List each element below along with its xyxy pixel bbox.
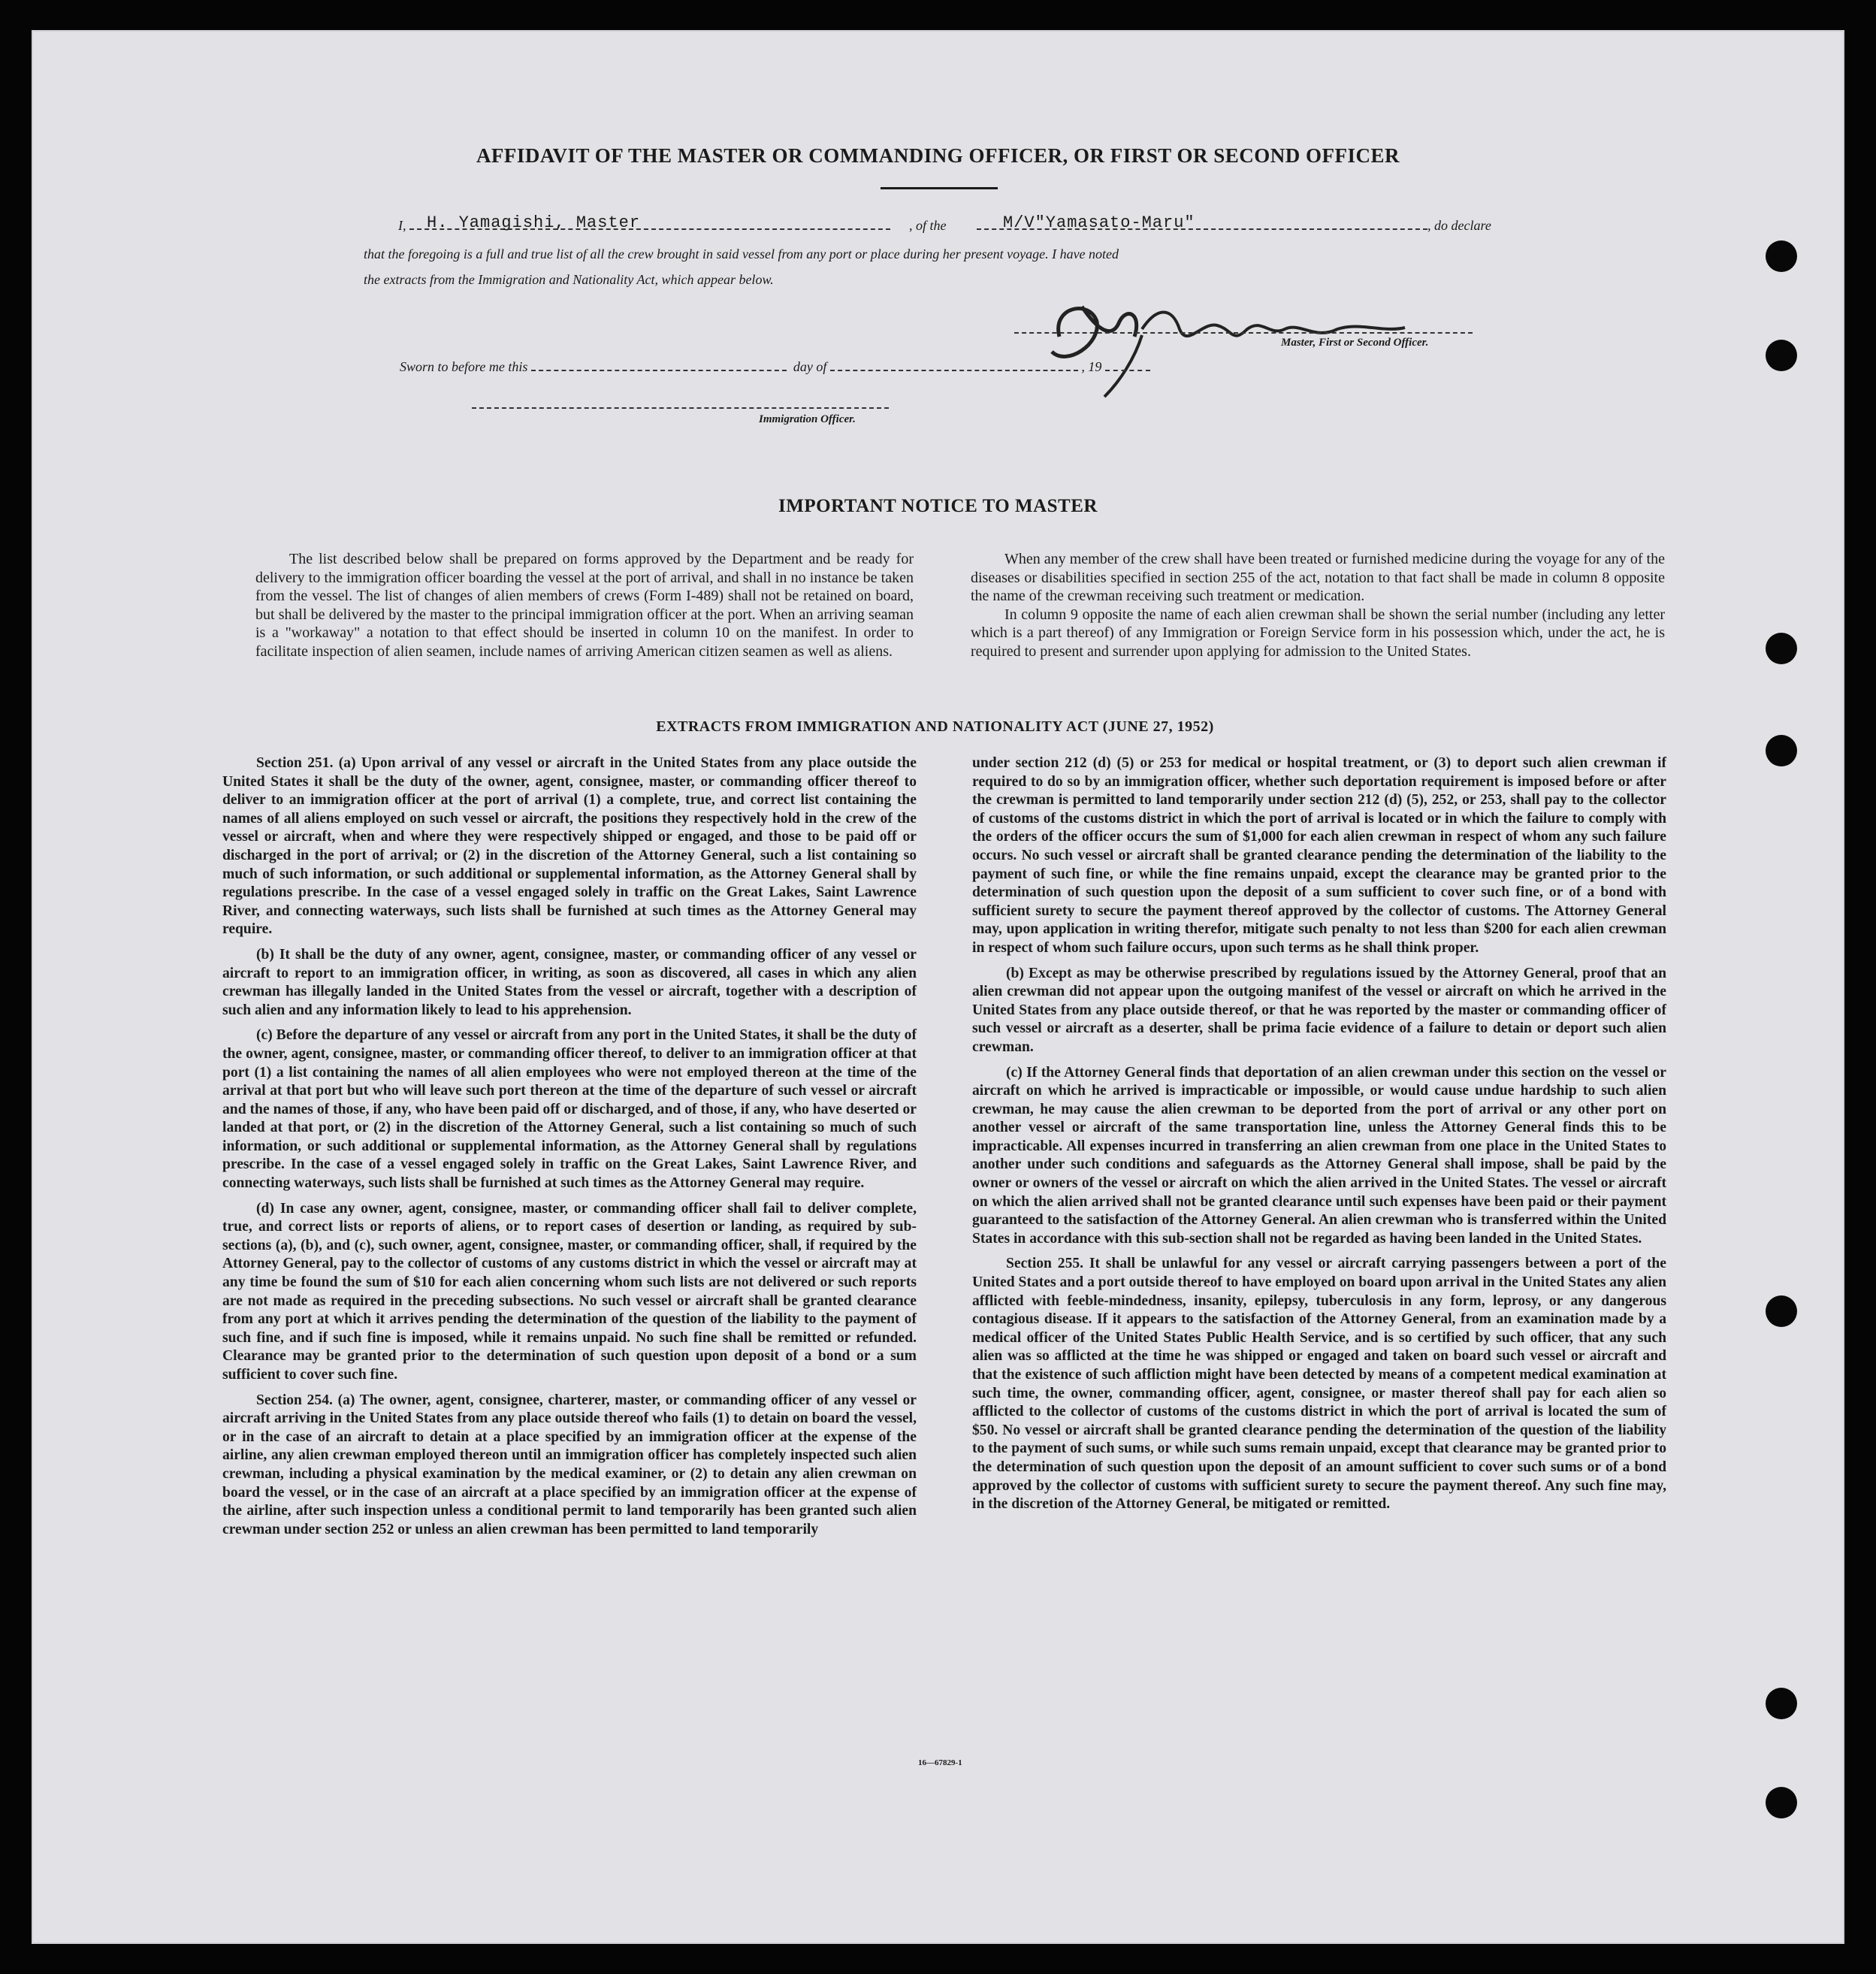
section-251-d: (d) In case any owner, agent, consignee, master, or commanding officer shall fail to deliver complete, true, and correct lists or reports of aliens, or to report cases of desertion or landing, as required by sub-sections (a), (b), and (c), such owner, agent, consignee, master, or commanding officer, shall, if required by the Attorney General, pay to the collector of customs of any customs district in which the vessel or aircraft may at any time be found the sum of $10 for each alien concerning whom such lists are not delivered or such reports are not made as required in the preceding subsections. No such vessel or aircraft shall be granted clearance from any port at which it arrives pending the determination of the question of the liability to the payment of such fine, and if such fine is imposed, while it remains unpaid. No such fine shall be remitted or refunded. Clearance may be granted prior to the determination of such question upon deposit of a bond or a sum sufficient to cover such fine. [222,1200,917,1383]
sworn-line [400,359,1150,375]
extracts-left-column [222,754,917,1546]
signature-caption: Master, First or Second Officer. [1281,337,1429,349]
declaration-line-3: the extracts from the Immigration and Nationality Act, which appear below. [364,272,774,287]
extracts-right-column [972,754,1666,1521]
form-code: 16—67829-1 [918,1758,962,1767]
section-254-c: (c) If the Attorney General finds that deportation of an alien crewman under this section on the vessel or aircraft on which he arrived is impracticable or impossible, or would cause undue hardship to such alien crewman, he may cause the alien crewman to be deported from the port of arrival or any other port on another vessel or aircraft of the same transportation line, unless the Attorney General finds this to be impracticable. All expenses incurred in transferring an alien crewman from one place in the United States to another under such conditions and safeguards as the Attorney General shall impose, shall be paid by the owner or owners of the vessel or aircraft on which the alien arrived in the United States. The vessel or aircraft on which the alien arrived shall not be granted clearance until such expenses have been paid or their payment guaranteed to the satisfaction of the Attorney General. An alien crewman who is transferred within the United States in accordance with this sub-section shall not be regarded as having been landed in the United States. [972,1064,1666,1247]
section-254-a: Section 254. (a) The owner, agent, consignee, charterer, master, or commanding officer of any vessel or aircraft arriving in the United States from any place outside thereof who fails (1) to detain on board the vessel, or in the case of an aircraft to detain at a place specified by an immigration officer at the expense of the airline, any alien crewman employed thereon until an immigration officer has completely inspected such alien crewman, including a physical examination by the medical examiner, or (2) to detain any alien crewman on board the vessel, or in the case of an aircraft at a place specified by an immigration officer at the expense of the airline, after such inspection unless a conditional permit to land temporarily has been granted such alien crewman under section 252 or unless an alien crewman has been permitted to land temporarily [222,1392,917,1537]
vessel-name-typed: M/V"Yamasato-Maru" [1003,213,1195,232]
sworn-label: Sworn to before me this [400,359,528,374]
officer-caption: Immigration Officer. [759,413,856,425]
binder-hole [1766,1295,1797,1327]
year-label: , 19 [1081,359,1102,374]
section-254-a-continued: under section 212 (d) (5) or 253 for medical or hospital treatment, or (3) to deport such alien crewman if required to do so by an immigration officer, whether such deportation requirement is imposed before or after the crewman is permitted to land temporarily under section 212 (d) (5), 252, or 253, shall pay to the collector of customs of the customs district in which the port of arrival is located or in which the failure to comply with the orders of the officer occurs the sum of $1,000 for each alien crewman in respect of whom any such failure occurs. No such vessel or aircraft shall be granted clearance pending the determination of the liability to the payment of such fine, or while the fine remains unpaid, except the clearance may be granted prior to the determination of such question upon the deposit of a sum sufficient to cover such fine, or of a bond with sufficient surety to secure the payment thereof approved by the collector of customs. The Attorney General may, upon application in writing therefor, mitigate such penalty to not less than $200 for each alien crewman in respect of whom such failure occurs, upon such terms as he shall think proper. [972,755,1666,956]
binder-hole [1766,735,1797,766]
section-251-c: (c) Before the departure of any vessel or aircraft from any port in the United States, it shall be the duty of the owner, agent, consignee, master, or commanding officer thereof, to deliver to an immigration officer at that port (1) a list containing the names of all alien employees who were not employed thereon at the time of the arrival at that port but who will leave such port thereon at the time of the departure of such vessel or aircraft and the names of those, if any, who have been paid off or discharged, and of those, if any, who have deserted or landed at that port, or (2) in the discretion of the Attorney General, such a list containing so much of such information, or such additional or supplemental information, as the Attorney General shall by regulations prescribe. In the case of a vessel engaged solely in traffic on the Great Lakes, Saint Lawrence River, and connecting waterways, such lists shall be furnished at such times as the Attorney General may require. [222,1027,917,1192]
officer-line-wrap [472,397,889,413]
title-rule [881,187,998,189]
binder-hole [1766,1787,1797,1818]
sworn-day-field [531,370,787,371]
signature-field-line [1014,332,1473,334]
do-declare-label: , do declare [1427,218,1491,233]
declaration-line-2: that the foregoing is a full and true list of all the crew brought in said vessel from any port or place during her present voyage. I have noted [364,246,1119,261]
declaration-pronoun: I, [398,218,406,233]
notice-right-paragraph-1: When any member of the crew shall have been treated or furnished medicine during the voyage for any of the diseases or disabilities specified in section 255 of the act, notation to that fact shall be made in column 8 opposite the name of the crewman receiving such treatment or medication. [971,551,1665,605]
section-251-b: (b) It shall be the duty of any owner, agent, consignee, master, or commanding officer of any vessel or aircraft to report to an immigration officer, in writing, as soon as discovered, all cases in which any alien crewman has illegally landed in the United States from the vessel or aircraft, together with a description of such alien and any information likely to lead to his apprehension. [222,946,917,1018]
section-251-a: Section 251. (a) Upon arrival of any vessel or aircraft in the United States from any place outside the United States it shall be the duty of the owner, agent, consignee, master, or commanding officer thereof to deliver to an immigration officer at the port of arrival (1) a complete, true, and correct list containing the names of all aliens employed on such vessel or aircraft, the positions they respectively hold in the crew of the vessel or aircraft, when and where they were respectively shipped or engaged, and those to be paid off or discharged in the port of arrival; or (2) in the discretion of the Attorney General, such a list containing so much of such information, or such additional or supplemental information, as the Attorney General shall by regulations prescribe. In the case of a vessel engaged solely in traffic on the Great Lakes, Saint Lawrence River, and connecting waterways, such lists shall be furnished at such times as the Attorney General may require. [222,755,917,938]
notice-right-column [971,550,1665,661]
section-255: Section 255. It shall be unlawful for any vessel or aircraft carrying passengers between a port of the United States and a port outside thereof to have employed on board upon arrival in the United States any alien afflicted with feeble-mindedness, insanity, epilepsy, tuberculosis in any form, leprosy, or any dangerous contagious disease. If it appears to the satisfaction of the Attorney General, from an examination made by a medical officer of the United States Public Health Service, and is so certified by such officer, that any such alien was so afflicted at the time he was shipped or engaged and taken on board such vessel or aircraft and that the existence of such affliction might have been detected by means of a competent medical examination at such time, the owner, commanding officer, agent, consignee, or master thereof shall pay for each alien so afflicted to the collector of customs of the customs district in which the port of arrival is located the sum of $50. No vessel or aircraft shall be granted clearance pending the determination of the question of the liability to the payment of such sums, or while such sums remain unpaid, except that clearance may be granted prior to the determination of such question upon the deposit of an amount sufficient to cover such sums or of a bond approved by the collector of customs with sufficient surety to secure the payment thereof. Any such fine may, in the discretion of the Attorney General, be mitigated or remitted. [972,1256,1666,1513]
signature-line-wrap [1014,322,1473,337]
officer-field-line [472,407,889,409]
binder-hole [1766,340,1797,371]
master-name-typed: H. Yamagishi, Master [427,213,641,232]
section-254-b: (b) Except as may be otherwise prescribed by regulations issued by the Attorney General, proof that an alien crewman did not appear upon the outgoing manifest of the vessel or aircraft on which he arrived in the United States from any place outside thereof, or that he was reported by the master or commanding officer of such vessel or aircraft as a deserter, shall be prima facie evidence of a failure to detain or deport such alien crewman. [972,965,1666,1055]
binder-hole [1766,240,1797,272]
day-of-label: day of [793,359,827,374]
sworn-month-field [830,370,1078,371]
affidavit-title: AFFIDAVIT OF THE MASTER OR COMMANDING OFFICER, OR FIRST OR SECOND OFFICER [476,144,1400,167]
binder-hole [1766,633,1797,664]
notice-left-paragraph: The list described below shall be prepared on forms approved by the Department and be ready for delivery to the immigration officer boarding the vessel at the port of arrival, and shall in no instance be taken from the vessel. The list of changes of alien members of crews (Form I-489) shall not be retained on board, but shall be delivered by the master to the principal immigration officer at the port. When an arriving seaman is a "workaway" a notation to that effect should be inserted in column 10 on the manifest. In order to facilitate inspection of alien seamen, include names of arriving American citizen seamen as well as aliens. [255,551,914,660]
sworn-year-field [1105,370,1150,371]
notice-title: IMPORTANT NOTICE TO MASTER [778,496,1098,516]
of-the-label: , of the [909,218,947,233]
notice-left-column [255,550,914,661]
binder-hole [1766,1688,1797,1719]
extracts-title: EXTRACTS FROM IMMIGRATION AND NATIONALITY ACT (JUNE 27, 1952) [656,718,1214,735]
notice-right-paragraph-2: In column 9 opposite the name of each alien crewman shall be shown the serial number (including any letter which is a part thereof) of any Immigration or Foreign Service form in his possession which, under the act, he is required to present and surrender upon applying for admission to the United States. [971,606,1665,660]
